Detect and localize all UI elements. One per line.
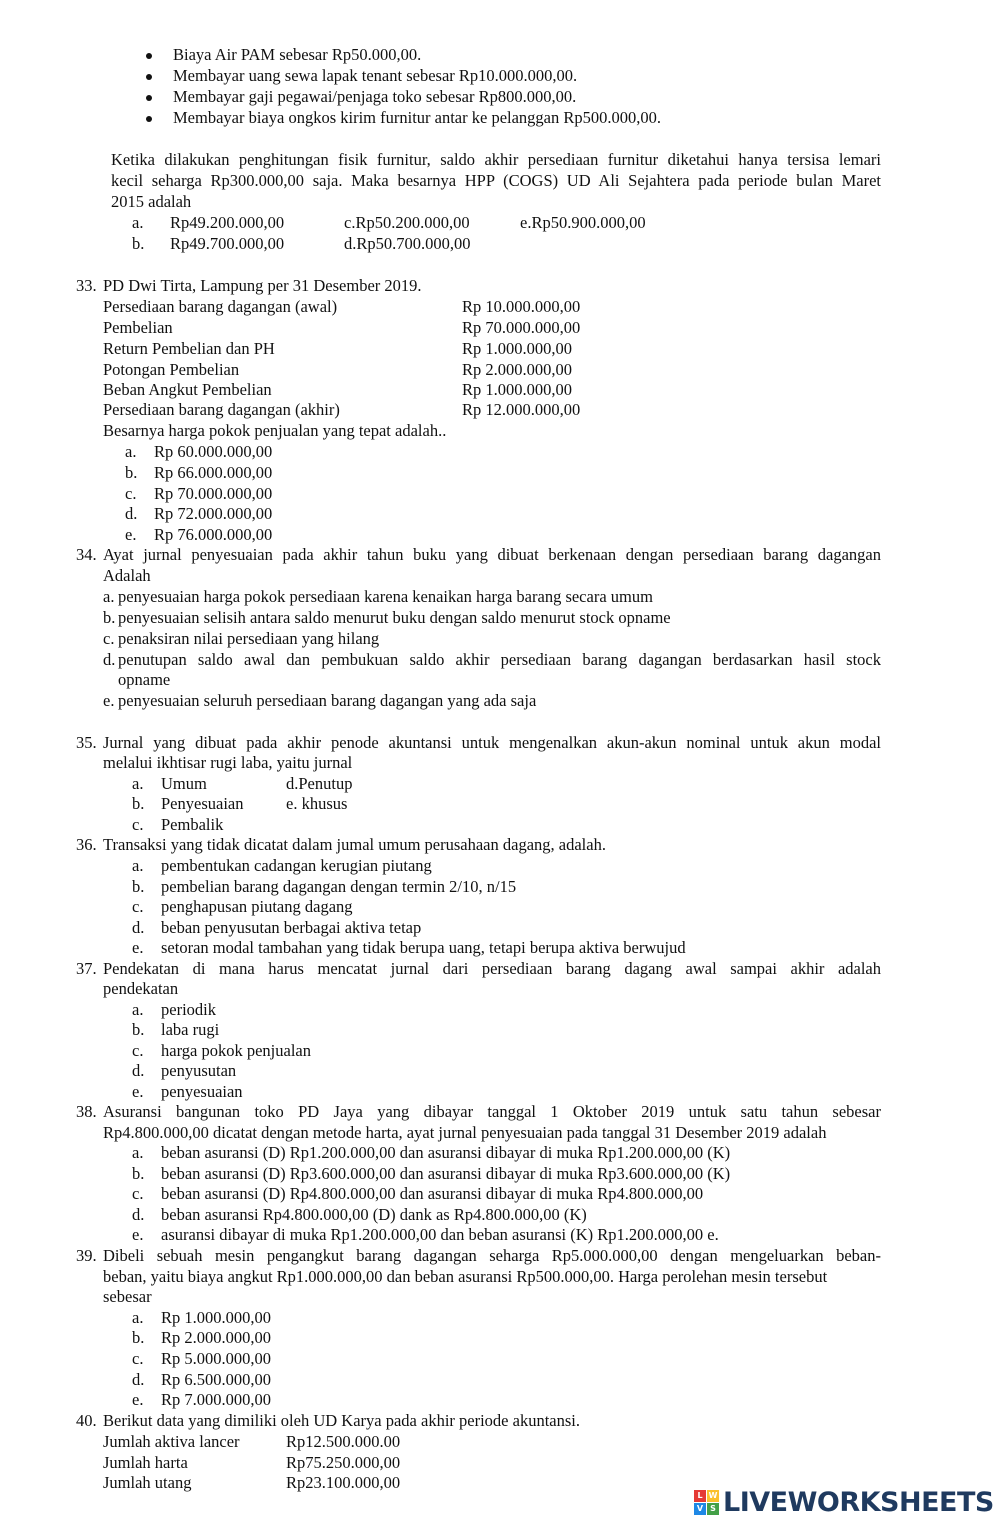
data-value: Rp 10.000.000,00	[462, 297, 581, 316]
data-label: Pembelian	[103, 318, 173, 337]
data-value: Rp75.250.000,00	[286, 1453, 401, 1472]
option-letter: c.	[132, 1041, 144, 1060]
option-letter: a.	[132, 774, 144, 793]
data-label: Potongan Pembelian	[103, 360, 240, 379]
option-letter: b.	[132, 1020, 145, 1039]
option-letter: b.	[132, 1164, 145, 1183]
question-number: 34.	[76, 545, 97, 564]
option-text: Rp 7.000.000,00	[161, 1390, 272, 1409]
q33-stem: PD Dwi Tirta, Lampung per 31 Desember 2019.	[103, 276, 422, 295]
option-letter: a.	[132, 213, 144, 232]
option-letter: e.	[125, 525, 137, 544]
bullet-item: Membayar uang sewa lapak tenant sebesar Rp10.000.000,00.	[173, 66, 578, 85]
q35-stem-line: Jurnal yang dibuat pada akhir penode akuntansi untuk mengenalkan akun-akun nominal untuk akun modal	[103, 733, 881, 752]
q40-stem: Berikut data yang dimiliki oleh UD Karya pada akhir periode akuntansi.	[103, 1411, 580, 1430]
option-text: Rp 72.000.000,00	[154, 504, 273, 523]
option-letter: a.	[132, 1308, 144, 1327]
liveworksheets-wordmark: LIVEWORKSHEETS	[723, 1486, 994, 1518]
question-number: 37.	[76, 959, 97, 978]
q36-stem: Transaksi yang tidak dicatat dalam jumal umum perusahaan dagang, adalah.	[103, 835, 606, 854]
data-value: Rp 1.000.000,00	[462, 339, 573, 358]
q32-stem-line: 2015 adalah	[111, 192, 192, 211]
option-text: penyesuaian selisih antara saldo menurut buku dengan saldo menurut stock opname	[118, 608, 671, 627]
data-label: Jumlah harta	[103, 1453, 188, 1472]
option-letter: c.	[125, 484, 137, 503]
bullet-item: Biaya Air PAM sebesar Rp50.000,00.	[173, 45, 422, 64]
question-number: 35.	[76, 733, 97, 752]
question-number: 36.	[76, 835, 97, 854]
q32-stem-line: kecil seharga Rp300.000,00 saja. Maka besarnya HPP (COGS) UD Ali Sejahtera pada periode bulan Maret	[111, 171, 881, 190]
option-letter: d.	[132, 1370, 145, 1389]
q34-stem-line: Adalah	[103, 566, 151, 585]
option-text-continued: opname	[118, 670, 171, 689]
option-text: Rp 66.000.000,00	[154, 463, 273, 482]
option-text: penyesuaian seluruh persediaan barang dagangan yang ada saja	[118, 691, 537, 710]
option-text: penyusutan	[161, 1061, 237, 1080]
data-label: Return Pembelian dan PH	[103, 339, 275, 358]
option-letter: c.	[132, 897, 144, 916]
question-number: 39.	[76, 1246, 97, 1265]
option-text: penutupan saldo awal dan pembukuan saldo akhir persediaan barang dagangan berdasarkan hasil stock	[118, 650, 881, 669]
q39-stem-line: beban, yaitu biaya angkut Rp1.000.000,00 dan beban asuransi Rp500.000,00. Harga perolehan mesin tersebut	[103, 1267, 828, 1286]
data-value: Rp 70.000.000,00	[462, 318, 581, 337]
option-letter: e.	[132, 1390, 144, 1409]
option-text: penyesuaian harga pokok persediaan karena kenaikan harga barang secara umum	[118, 587, 653, 606]
q38-stem-line: Asuransi bangunan toko PD Jaya yang dibayar tanggal 1 Oktober 2019 untuk satu tahun sebesar	[103, 1102, 881, 1121]
option-text: Rp 60.000.000,00	[154, 442, 273, 461]
q39-stem-line: sebesar	[103, 1287, 152, 1306]
option-text: beban penyusutan berbagai aktiva tetap	[161, 918, 422, 937]
data-label: Jumlah utang	[103, 1473, 192, 1492]
option-letter: d.	[125, 504, 138, 523]
option-text: d.Rp50.700.000,00	[344, 234, 471, 253]
option-text: penghapusan piutang dagang	[161, 897, 353, 916]
option-letter: b.	[132, 1328, 145, 1347]
liveworksheets-logo	[694, 1484, 994, 1520]
q37-stem-line: pendekatan	[103, 979, 179, 998]
option-text: beban asuransi Rp4.800.000,00 (D) dank as Rp4.800.000,00 (K)	[161, 1205, 587, 1224]
q37-stem-line: Pendekatan di mana harus mencatat jurnal dari persediaan barang dagang awal sampai akhir adalah	[103, 959, 881, 978]
option-text: beban asuransi (D) Rp4.800.000,00 dan asuransi dibayar di muka Rp4.800.000,00	[161, 1184, 704, 1203]
data-label: Beban Angkut Pembelian	[103, 380, 272, 399]
data-value: Rp23.100.000,00	[286, 1473, 401, 1492]
option-letter: e.	[132, 938, 144, 957]
option-text: Rp 5.000.000,00	[161, 1349, 272, 1368]
data-value: Rp 2.000.000,00	[462, 360, 573, 379]
option-text: Rp49.700.000,00	[170, 234, 285, 253]
option-text: e.Rp50.900.000,00	[520, 213, 646, 232]
option-text: setoran modal tambahan yang tidak berupa uang, tetapi berupa aktiva berwujud	[161, 938, 686, 957]
option-letter: a.	[132, 856, 144, 875]
bullet-item: Membayar gaji pegawai/penjaga toko sebesar Rp800.000,00.	[173, 87, 577, 106]
data-value: Rp12.500.000.00	[286, 1432, 401, 1451]
option-text: beban asuransi (D) Rp3.600.000,00 dan asuransi dibayar di muka Rp3.600.000,00 (K)	[161, 1164, 731, 1183]
option-text: Rp 2.000.000,00	[161, 1328, 272, 1347]
liveworksheets-mark-icon: L W V S	[694, 1490, 719, 1515]
data-label: Persediaan barang dagangan (akhir)	[103, 400, 340, 419]
option-text: beban asuransi (D) Rp1.200.000,00 dan asuransi dibayar di muka Rp1.200.000,00 (K)	[161, 1143, 731, 1162]
data-label: Persediaan barang dagangan (awal)	[103, 297, 338, 316]
option-letter: b.	[125, 463, 138, 482]
option-text: Rp 6.500.000,00	[161, 1370, 272, 1389]
option-text: penyesuaian	[161, 1082, 243, 1101]
option-text: Umum	[161, 774, 207, 793]
question-number: 40.	[76, 1411, 97, 1430]
option-text: asuransi dibayar di muka Rp1.200.000,00 dan beban asuransi (K) Rp1.200.000,00 e.	[161, 1225, 719, 1244]
option-letter: b.	[132, 234, 145, 253]
option-letter: d.	[103, 650, 116, 669]
option-text: Penyesuaian	[161, 794, 244, 813]
option-letter: c.	[132, 1349, 144, 1368]
option-letter: e.	[132, 1225, 144, 1244]
q35-stem-line: melalui ikhtisar rugi laba, yaitu jurnal	[103, 753, 353, 772]
option-text: Rp 76.000.000,00	[154, 525, 273, 544]
option-text: Rp49.200.000,00	[170, 213, 285, 232]
q33-question: Besarnya harga pokok penjualan yang tepat adalah..	[103, 421, 447, 440]
question-number: 38.	[76, 1102, 97, 1121]
option-text: laba rugi	[161, 1020, 220, 1039]
question-number: 33.	[76, 276, 97, 295]
data-value: Rp 1.000.000,00	[462, 380, 573, 399]
option-letter: d.	[132, 918, 145, 937]
option-letter: c.	[103, 629, 115, 648]
data-label: Jumlah aktiva lancer	[103, 1432, 240, 1451]
q34-stem-line: Ayat jurnal penyesuaian pada akhir tahun buku yang dibuat berkenaan dengan persediaan barang dagangan	[103, 545, 881, 564]
option-letter: a.	[103, 587, 115, 606]
option-letter: d.	[132, 1205, 145, 1224]
option-text: Rp 1.000.000,00	[161, 1308, 272, 1327]
option-text: pembelian barang dagangan dengan termin 2/10, n/15	[161, 877, 517, 896]
option-letter: a.	[132, 1143, 144, 1162]
option-letter: b.	[132, 794, 145, 813]
data-value: Rp 12.000.000,00	[462, 400, 581, 419]
option-letter: e.	[132, 1082, 144, 1101]
q38-stem-line: Rp4.800.000,00 dicatat dengan metode harta, ayat jurnal penyesuaian pada tanggal 31 Desember 2019 adalah	[103, 1123, 827, 1142]
option-letter: c.	[132, 1184, 144, 1203]
option-text: e. khusus	[286, 794, 348, 813]
option-letter: c.	[132, 815, 144, 834]
q39-stem-line: Dibeli sebuah mesin pengangkut barang dagangan seharga Rp5.000.000,00 dengan mengeluarkan beban-	[103, 1246, 881, 1265]
option-text: d.Penutup	[286, 774, 353, 793]
bullet-item: Membayar biaya ongkos kirim furnitur antar ke pelanggan Rp500.000,00.	[173, 108, 662, 127]
option-text: harga pokok penjualan	[161, 1041, 311, 1060]
option-text: Pembalik	[161, 815, 224, 834]
option-text: pembentukan cadangan kerugian piutang	[161, 856, 432, 875]
option-letter: d.	[132, 1061, 145, 1080]
option-letter: a.	[132, 1000, 144, 1019]
option-text: c.Rp50.200.000,00	[344, 213, 470, 232]
option-letter: b.	[132, 877, 145, 896]
option-letter: a.	[125, 442, 137, 461]
option-text: periodik	[161, 1000, 216, 1019]
option-text: penaksiran nilai persediaan yang hilang	[118, 629, 380, 648]
option-letter: b.	[103, 608, 116, 627]
option-text: Rp 70.000.000,00	[154, 484, 273, 503]
option-letter: e.	[103, 691, 115, 710]
q32-stem-line: Ketika dilakukan penghitungan fisik furnitur, saldo akhir persediaan furnitur diketahui hanya tersisa lemari	[111, 150, 881, 169]
